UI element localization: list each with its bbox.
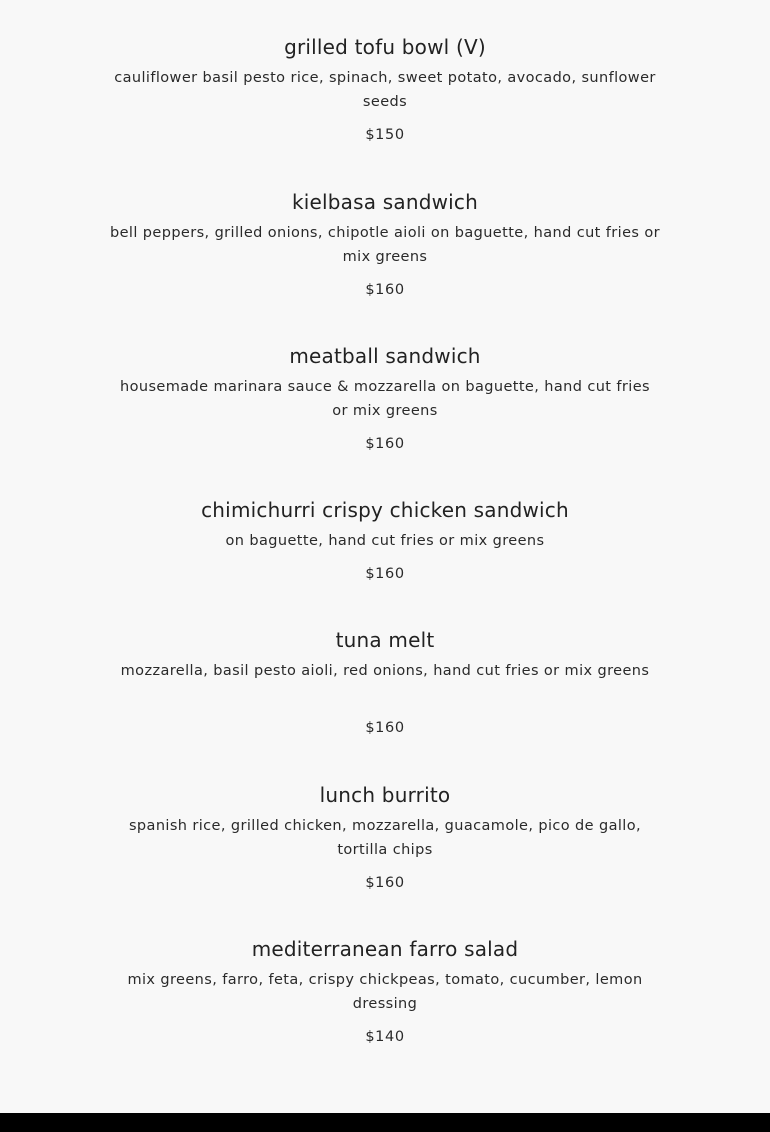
menu-item-price: $160 [365,282,405,298]
menu-item-name: grilled tofu bowl (V) [284,35,486,59]
menu-item-description: on baguette, hand cut fries or mix greens [225,533,545,549]
menu-item-description: housemade marinara sauce & mozzarella on baguette, hand cut fries or mix greens [120,379,650,419]
menu-item-price: $160 [365,875,405,891]
menu-item-name: lunch burrito [319,783,451,807]
menu-item-name: tuna melt [335,628,435,652]
menu-item-price: $150 [365,127,405,143]
menu-item-name: meatball sandwich [289,344,481,368]
menu-item-price: $160 [365,566,405,582]
menu-item-price: $140 [365,1029,405,1045]
footer-bar [0,1113,770,1132]
menu-item-description: cauliflower basil pesto rice, spinach, sweet potato, avocado, sunflower seeds [114,70,656,110]
menu-item-price: $160 [365,720,405,736]
menu-item-description: mozzarella, basil pesto aioli, red onions, hand cut fries or mix greens [120,663,650,679]
menu-item-name: chimichurri crispy chicken sandwich [201,498,569,522]
menu-item-name: kielbasa sandwich [291,190,479,214]
menu-item-price: $160 [365,436,405,452]
menu-item-description: spanish rice, grilled chicken, mozzarella, guacamole, pico de gallo, tortilla chips [128,818,642,858]
menu-item-description: mix greens, farro, feta, crispy chickpeas, tomato, cucumber, lemon dressing [127,972,643,1012]
menu-item-name: mediterranean farro salad [251,937,519,961]
menu-item-description: bell peppers, grilled onions, chipotle aioli on baguette, hand cut fries or mix greens [110,225,660,265]
